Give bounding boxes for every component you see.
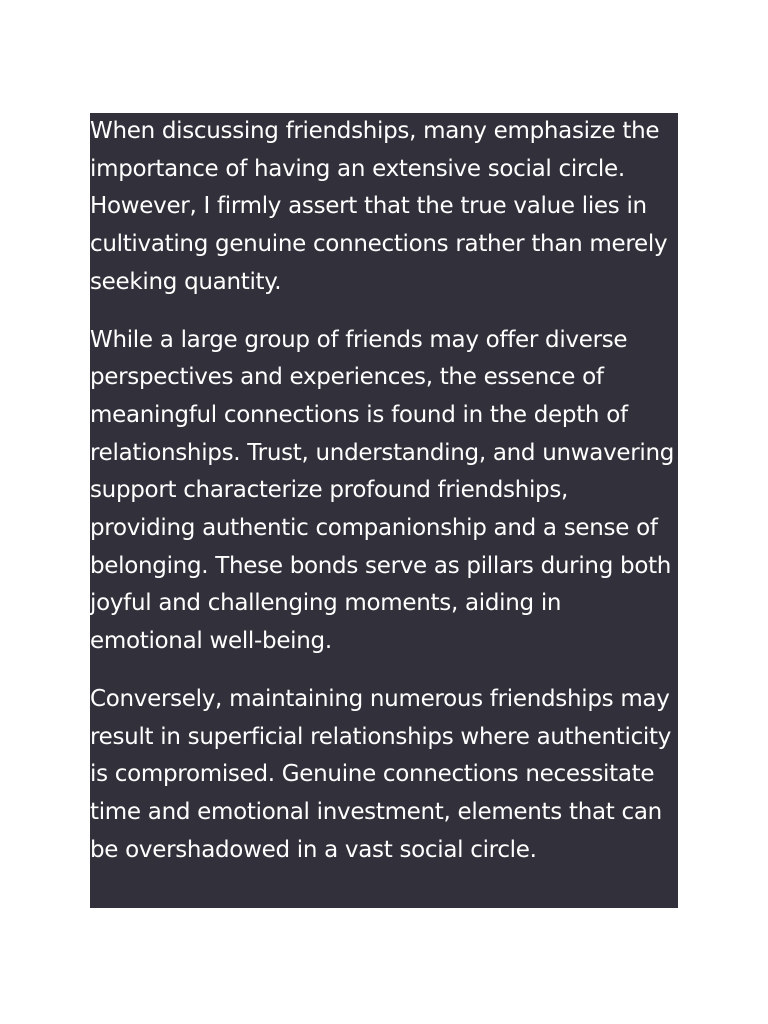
paragraph-1: When discussing friendships, many emphasize the importance of having an extensive social circle. However, I firmly assert that the true value lies in cultivating genuine connections rather than merely seeking quantity. — [90, 118, 668, 295]
paragraph-3: Conversely, maintaining numerous friendships may result in superficial relationships where authenticity is compromised. Genuine connections necessitate time and emotional investment, elements that can be overshadowed in a vast social circle. — [90, 685, 672, 863]
paragraph-2: While a large group of friends may offer diverse perspectives and experiences, the essence of meaningful connections is found in the depth of relationships. Trust, understanding, and unwavering support characterize profound friendships, providing authentic companionship and a sense of belonging. These bonds serve as pillars during both joyful and challenging moments, aiding in emotional well-being. — [90, 326, 675, 655]
text-block — [90, 113, 678, 908]
